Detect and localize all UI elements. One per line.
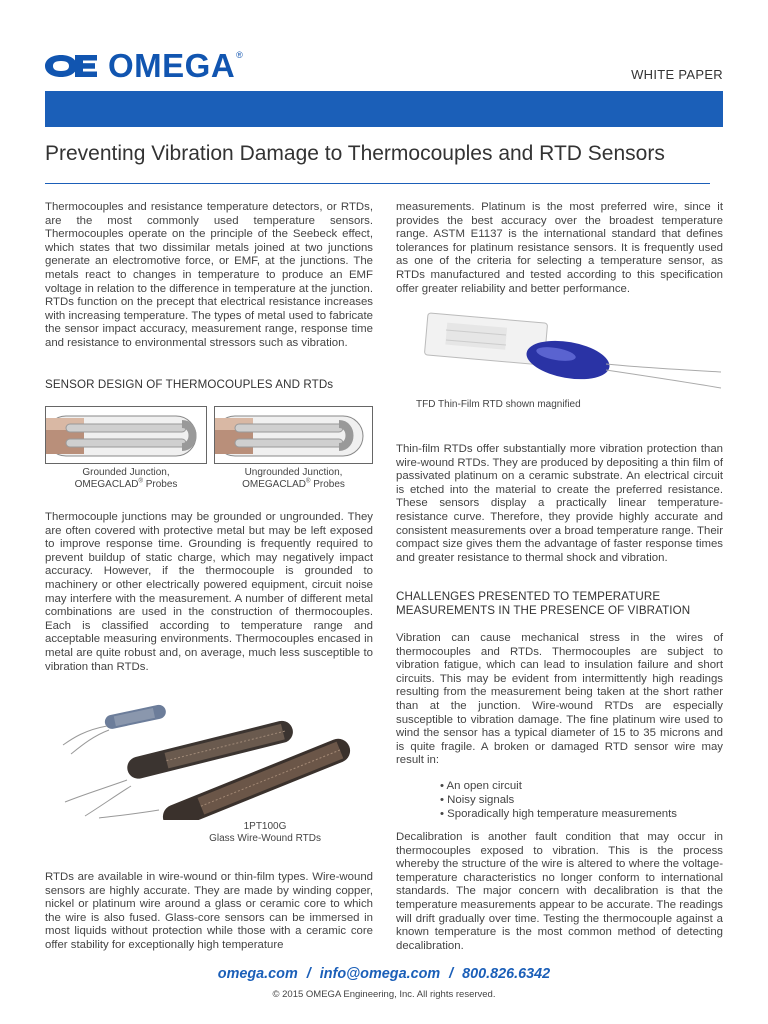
list-item: • An open circuit <box>440 780 522 792</box>
caption-grounded-reg: ® <box>138 478 143 485</box>
list-item: • Noisy signals <box>440 794 515 806</box>
document-type-label: WHITE PAPER <box>631 67 723 82</box>
caption-grounded-probes: Probes <box>142 478 178 490</box>
right-thin-film-paragraph <box>396 443 723 565</box>
vibration-text: Vibration can cause mechanical stress in the wires of thermocouples and RTDs. Thermocouples are subject to vibration fatigue, which can lead to insulation failure and short circuits. This may be evident from intermittently high readings resulting from the measurement being taken at the short rather than at the junction. Wire-wound RTDs are especially susceptible to vibration damage. The fine platinum wire used to wind the sensor has a typical diameter of 15 to 35 microns and is quite fragile. A broken or damaged RTD sensor wire may result in: <box>396 632 723 767</box>
caption-grounded-line2 <box>45 479 207 491</box>
caption-ungrounded-junction <box>214 467 373 490</box>
footer-separator: / <box>306 966 311 982</box>
ungrounded-probe-illustration <box>215 407 373 464</box>
grounded-probe-illustration <box>46 407 207 464</box>
rtd-types-text: RTDs are available in wire-wound or thin-film types. Wire-wound sensors are highly accurate. They are made by winding copper, nickel or platinum wire around a glass or ceramic core to which the wire is also fused. Glass-core sensors can be immersed in most liquids without protection while those with a ceramic core offer stability for exceptionally high temperature <box>45 871 373 951</box>
website-link[interactable]: omega.com <box>217 966 298 982</box>
section-heading-sensor-design: SENSOR DESIGN OF THERMOCOUPLES AND RTDs <box>45 378 334 391</box>
heading-challenges-line1: CHALLENGES PRESENTED TO TEMPERATURE <box>396 590 661 603</box>
caption-tfd: TFD Thin-Film RTD shown magnified <box>416 399 581 410</box>
thin-film-rtd-photo <box>416 310 726 402</box>
list-item: • Sporadically high temperature measurements <box>440 808 677 820</box>
grounded-junction-diagram <box>45 406 207 464</box>
glass-wire-wound-rtd-photo <box>55 690 355 820</box>
copyright-notice: © 2015 OMEGA Engineering, Inc. All rights reserved. <box>272 989 496 1000</box>
header-band <box>45 91 723 127</box>
caption-rtd-desc: Glass Wire-Wound RTDs <box>209 832 321 844</box>
ungrounded-junction-diagram <box>214 406 373 464</box>
page-title: Preventing Vibration Damage to Thermocouples and RTD Sensors <box>45 142 665 165</box>
registered-mark: ® <box>236 50 243 60</box>
right-vibration-paragraph <box>396 632 723 768</box>
email-link[interactable]: info@omega.com <box>319 966 441 982</box>
caption-ungrounded-line1: Ungrounded Junction, <box>244 467 343 478</box>
phone-link[interactable]: 800.826.6342 <box>462 966 551 982</box>
left-intro-paragraph <box>45 201 373 351</box>
decalibration-text: Decalibration is another fault condition that may occur in thermocouples exposed to vibration. This is the process whereby the structure of the wire is altered to where the voltage-temperature characteristics no longer conform to international standards. The major concern with decalibration is that the temperature measurements appear to be accurate. The readings will drift gradually over time. Testing the thermocouple against a known temperature is the most common method of detecting decalibration. <box>396 831 723 952</box>
right-decalibration-paragraph <box>396 831 723 953</box>
caption-grounded-junction <box>45 467 207 490</box>
junction-text: Thermocouple junctions may be grounded or ungrounded. They are often covered with protective metal but may be left exposed to improve response time. Grounding is frequently required to prevent buildup of static charge, which may negatively impact accuracy. However, if the thermocouple is grounded to machinery or other electrically powered equipment, circuit noise may interfere with the measurement. A number of different metal combinations are used in the construction of thermocouples. Each is classified according to temperature range and acceptable measuring environments. Thermocouples encased in metal are quite robust and, on average, much less susceptible to vibration than RTDs. <box>45 511 373 673</box>
omega-logo[interactable] <box>44 48 243 84</box>
caption-ungrounded-brand: OMEGACLAD <box>242 478 306 490</box>
caption-rtd-model: 1PT100G <box>243 821 287 832</box>
failure-bullet-list <box>396 779 723 821</box>
intro-text: Thermocouples and resistance temperature detectors, or RTDs, are the most commonly used temperature sensors. Thermocouples operate on the principle of the Seebeck effect, which states that two dissimilar metals joined at two junctions generate an electromotive force, or EMF, at the junctions. The metals react to changes in temperature to produce an EMF voltage in relation to the difference in temperature at the junction. RTDs function on the precept that electrical resistance increases with increasing temperature. The types of metal used to fabricate the sensor impact accuracy, measurement range, response time and resistance to environmental stressors such as vibration. <box>45 201 373 349</box>
footer-contact <box>0 966 768 982</box>
caption-ungrounded-line2 <box>214 479 373 491</box>
left-junction-paragraph <box>45 511 373 674</box>
section-heading-challenges <box>396 590 723 618</box>
right-platinum-paragraph <box>396 201 723 296</box>
platinum-text: measurements. Platinum is the most preferred wire, since it provides the best accuracy over the broadest temperature range. ASTM E1137 is the international standard that defines tolerances for platinum resistance sensors. It is frequently used as one of the criteria for selecting a temperature sensor, as RTDs manufactured and tested according to this specification offer greater reliability and better performance. <box>396 201 723 295</box>
caption-glass-rtd <box>160 821 370 844</box>
brand-name: OMEGA <box>108 47 236 84</box>
caption-ungrounded-probes: Probes <box>310 478 345 490</box>
heading-challenges-line2: MEASUREMENTS IN THE PRESENCE OF VIBRATION <box>396 604 691 617</box>
thin-film-text: Thin-film RTDs offer substantially more vibration protection than wire-wound RTDs. They are produced by depositing a thin film of passivated platinum on a ceramic substrate. An electrical circuit is etched into the material to create the preferred resistance. These sensors display a practically linear temperature-resistance curve. Therefore, they provide highly accurate and consistent measurements over a broad temperature range. Their compact size gives them the advantage of faster response times and greater resistance to thermal shock and vibration. <box>396 443 723 564</box>
caption-grounded-line1: Grounded Junction, <box>82 467 170 478</box>
left-rtd-types-paragraph <box>45 871 373 953</box>
title-divider <box>45 183 710 184</box>
footer-separator: / <box>449 966 454 982</box>
caption-ungrounded-reg: ® <box>306 478 311 485</box>
caption-grounded-brand: OMEGACLAD <box>74 478 139 490</box>
omega-symbol-icon <box>44 51 104 81</box>
